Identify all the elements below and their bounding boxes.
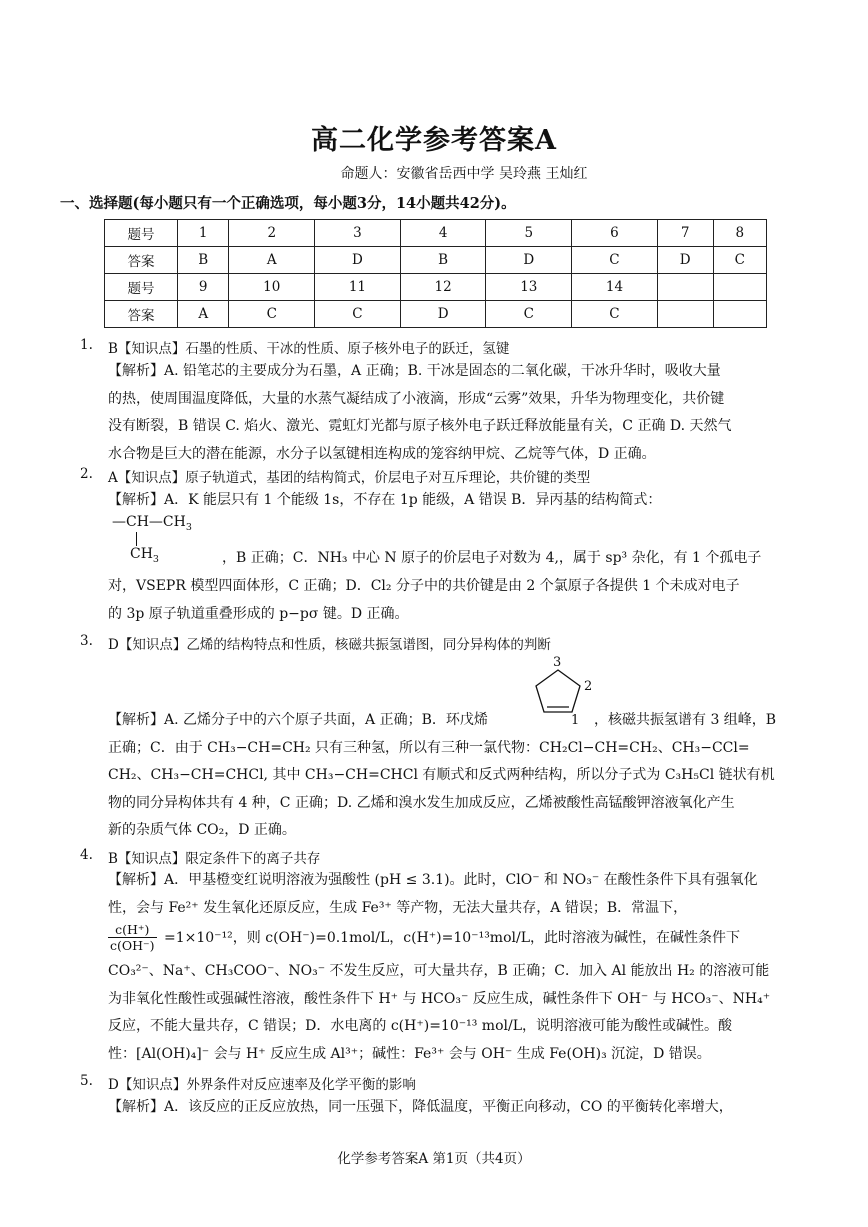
table-header-cell: 答案 [105,247,178,274]
table-cell: 10 [229,274,315,301]
table-cell: 6 [572,220,658,247]
question-4-analysis-line7: 性：[Al(OH)₄]⁻ 会与 H⁺ 反应生成 Al³⁺；碱性：Fe³⁺ 会与 OH⁻ 生成 Fe(OH)₃ 沉淀，D 错误。 [108,1046,711,1062]
table-cell: 3 [315,220,401,247]
table-cell: A [178,301,229,328]
ring-label: 3 [553,655,562,670]
answer-table [104,219,767,328]
ratio-fraction [108,922,157,953]
table-cell [657,301,713,328]
table-cell: 13 [486,274,572,301]
table-cell: 14 [572,274,658,301]
table-cell: D [657,247,713,274]
question-1-analysis [108,358,788,468]
question-5-analysis-line1: 【解析】A．该反应的正反应放热，同一压强下，降低温度，平衡正向移动，CO 的平衡转化率增大， [108,1099,733,1115]
structure-sub: 3 [185,521,192,533]
ring-shape [536,670,580,712]
question-number: 3. [80,633,93,649]
table-header-cell: 题号 [105,220,178,247]
knowledge-point: B【知识点】石墨的性质、干冰的性质、原子核外电子的跃迁，氢键 [108,341,510,357]
structure-sub: 3 [152,553,159,565]
ring-label: 2 [584,679,593,694]
table-cell: B [178,247,229,274]
knowledge-point: D【知识点】外界条件对反应速率及化学平衡的影响 [108,1077,416,1093]
analysis-line: 没有断裂，B 错误 C. 焰火、激光、霓虹灯光都与原子核外电子跃迁释放能量有关，C 正确 D. 天然气 [108,418,732,434]
table-row [105,301,767,328]
isopropyl-branch [130,546,159,565]
knowledge-point: A【知识点】原子轨道式，基团的结构简式，价层电子对互斥理论，共价键的类型 [108,470,591,486]
table-cell: 11 [315,274,401,301]
question-3-analysis-line2: 正确；C．由于 CH₃−CH=CH₂ 只有三种氢，所以有三种一氯代物：CH₂Cl−CH=CH₂、CH₃−CCl= [108,740,750,756]
table-cell: D [486,247,572,274]
question-3-analysis-line4: 物的同分异构体共有 4 种，C 正确；D. 乙烯和溴水发生加成反应，乙烯被酸性高锰酸钾溶液氧化产生 [108,795,735,811]
question-3-analysis-line1b: ，核磁共振氢谱有 3 组峰，B [594,712,777,728]
question-number: 2. [80,466,93,482]
table-cell [713,301,766,328]
question-2-analysis-line4: 的 3p 原子轨道重叠形成的 p−pσ 键。D 正确。 [108,606,409,622]
table-cell: C [713,247,766,274]
question-2-analysis-line2: ，B 正确；C．NH₃ 中心 N 原子的价层电子对数为 4,，属于 sp³ 杂化，有 1 个孤电子 [222,550,762,566]
authors-line: 命题人：安徽省岳西中学 吴玲燕 王灿红 [340,166,588,182]
question-3-analysis-line1a: 【解析】A. 乙烯分子中的六个原子共面，A 正确；B．环戊烯 [108,712,488,728]
knowledge-point: B【知识点】限定条件下的离子共存 [108,851,321,867]
table-cell: D [315,247,401,274]
question-3-analysis-line3: CH₂、CH₃−CH=CHCl, 其中 CH₃−CH=CHCl 有顺式和反式两种结构，所以分子式为 C₃H₅Cl 链状有机 [108,767,775,783]
table-cell: B [400,247,486,274]
question-4-analysis-line6: 反应，不能大量共存，C 错误；D．水电离的 c(H⁺)=10⁻¹³ mol/L，说明溶液可能为酸性或碱性。酸 [108,1018,733,1034]
table-cell: 7 [657,220,713,247]
table-cell: C [486,301,572,328]
question-4-analysis-line5: 为非氧化性酸性或强碱性溶液，酸性条件下 H⁺ 与 HCO₃⁻ 反应生成，碱性条件下 OH⁻ 与 HCO₃⁻、NH₄⁺ [108,991,771,1007]
table-cell [657,274,713,301]
question-number: 1. [80,337,93,353]
table-cell: 1 [178,220,229,247]
table-cell: C [315,301,401,328]
question-number: 4. [80,847,93,863]
question-2-analysis-line1: 【解析】A．K 能层只有 1 个能级 1s，不存在 1p 能级，A 错误 B．异丙基的结构简式： [108,492,662,508]
analysis-line: 【解析】A. 铅笔芯的主要成分为石墨，A 正确；B. 干冰是固态的二氧化碳，干冰升华时，吸收大量 [108,363,721,379]
table-cell: 4 [400,220,486,247]
table-header-cell: 题号 [105,274,178,301]
question-4-analysis-line4: CO₃²⁻、Na⁺、CH₃COO⁻、NO₃⁻ 不发生反应，可大量共存，B 正确；C．加入 Al 能放出 H₂ 的溶液可能 [108,963,770,979]
page-title: 高二化学参考答案A [311,125,557,156]
fraction-numerator: c(H⁺) [108,922,157,938]
question-4-analysis-line1: 【解析】A．甲基橙变红说明溶液为强酸性 (pH ≤ 3.1)。此时，ClO⁻ 和 NO₃⁻ 在酸性条件下具有强氧化 [108,872,758,888]
structure-bottom: CH [130,546,153,562]
analysis-line: 水合物是巨大的潜在能源，水分子以氢键相连构成的笼容纳甲烷、乙烷等气体，D 正确。 [108,445,656,462]
structure-bond [136,532,137,546]
fraction-denominator: c(OH⁻) [110,938,155,953]
table-cell: C [572,247,658,274]
table-cell: A [229,247,315,274]
table-cell: 9 [178,274,229,301]
ring-label: 1 [571,713,580,728]
question-4-analysis-line3: =1×10⁻¹²，则 c(OH⁻)=0.1mol/L，c(H⁺)=10⁻¹³mol/L，此时溶液为碱性，在碱性条件下 [164,930,740,946]
table-cell: 2 [229,220,315,247]
table-cell: C [229,301,315,328]
structure-top: —CH—CH [112,514,186,530]
question-2-analysis-line3: 对，VSEPR 模型四面体形，C 正确；D．Cl₂ 分子中的共价键是由 2 个氯原子各提供 1 个未成对电子 [108,578,740,594]
page-footer: 化学参考答案A 第1页（共4页） [337,1151,531,1167]
section-heading: 一、选择题(每小题只有一个正确选项，每小题3分，14小题共42分)。 [60,195,516,212]
table-cell: 12 [400,274,486,301]
table-row [105,247,767,274]
analysis-line: 的热，使周围温度降低，大量的水蒸气凝结成了小液滴，形成“云雾”效果，升华为物理变化，共价键 [108,390,725,407]
table-cell: C [572,301,658,328]
question-3-analysis-line5: 新的杂质气体 CO₂，D 正确。 [108,822,296,838]
table-cell: 8 [713,220,766,247]
isopropyl-structure [112,514,192,533]
knowledge-point: D【知识点】乙烯的结构特点和性质，核磁共振氢谱图，同分异构体的判断 [108,637,551,653]
table-header-cell: 答案 [105,301,178,328]
question-number: 5. [80,1073,93,1089]
table-cell: D [400,301,486,328]
table-cell: 5 [486,220,572,247]
table-cell [713,274,766,301]
table-row [105,274,767,301]
question-4-analysis-line2: 性，会与 Fe²⁺ 发生氧化还原反应，生成 Fe³⁺ 等产物，无法大量共存，A 错误；B．常温下， [108,900,688,916]
table-row [105,220,767,247]
